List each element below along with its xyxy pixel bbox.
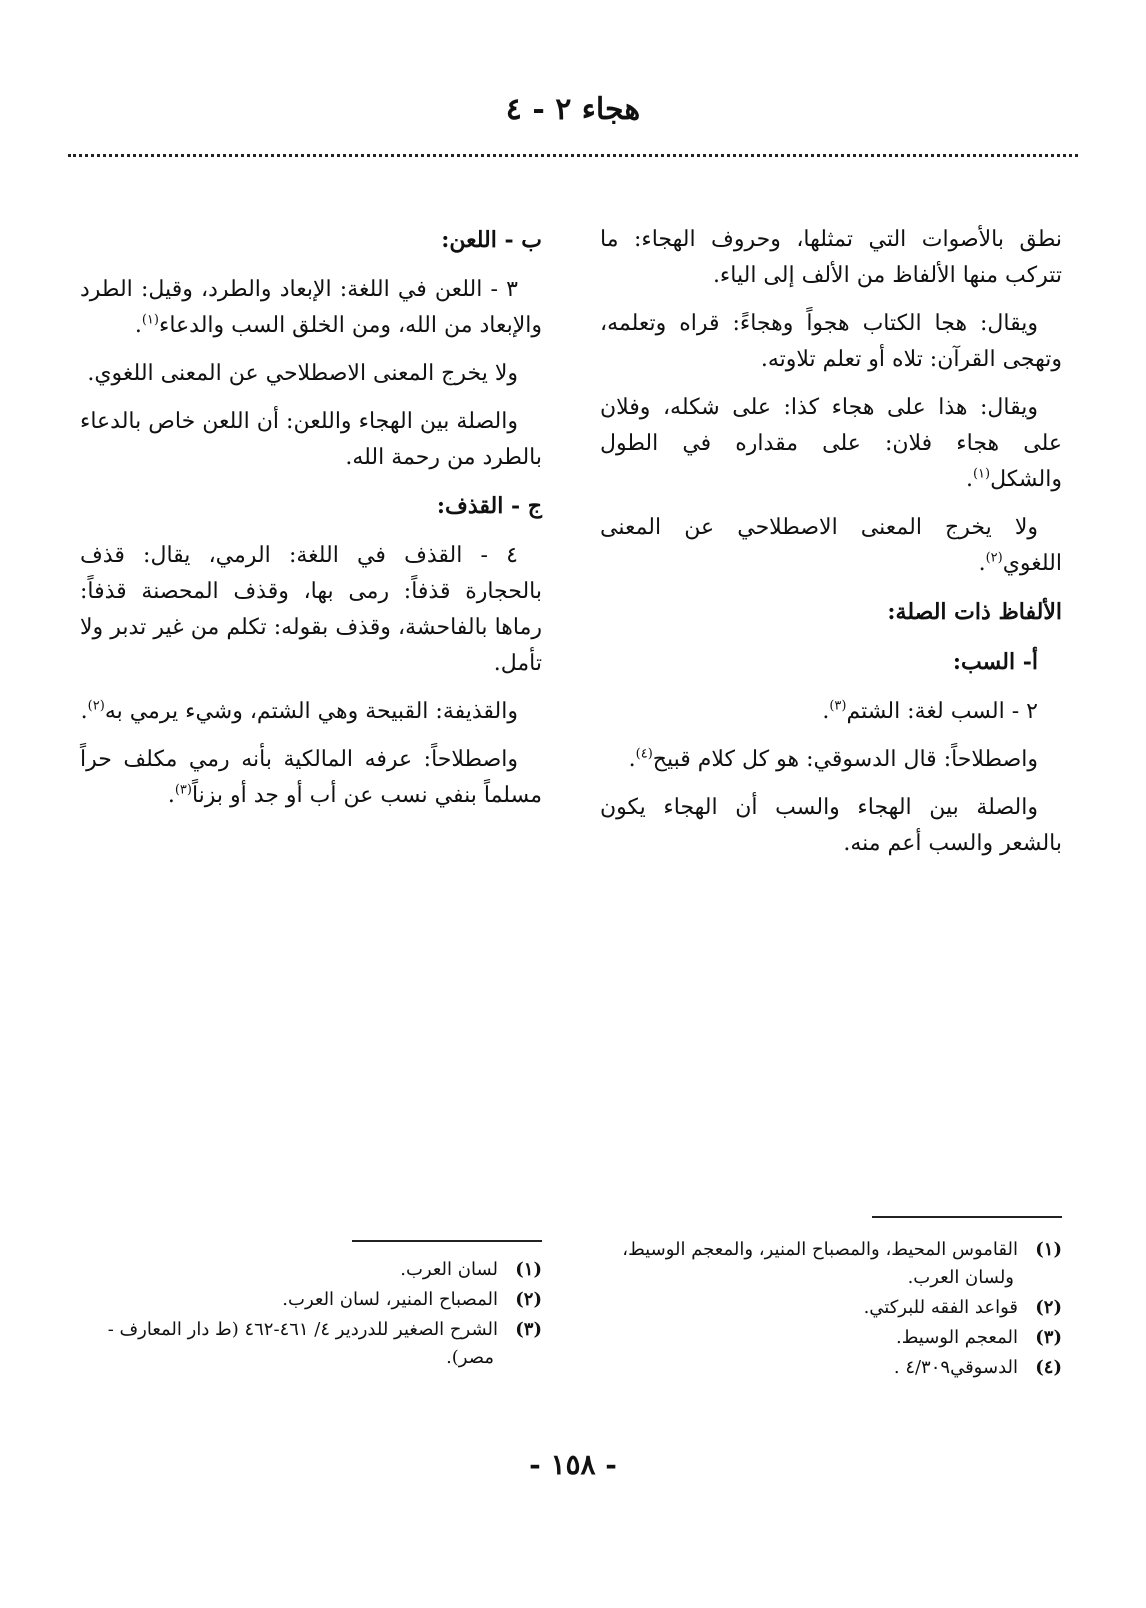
footnote-ref: (٢) — [985, 550, 1003, 566]
footnote-item — [592, 1294, 1062, 1322]
footnote-ref: (٣) — [174, 782, 192, 798]
footnote-text: المعجم الوسيط. — [895, 1327, 1018, 1348]
page-number: - ١٥٨ - — [529, 1448, 617, 1481]
footnote-text: القاموس المحيط، والمصباح المنير، والمعجم الوسيط، ولسان العرب. — [622, 1239, 1018, 1288]
footnote-item — [592, 1236, 1062, 1292]
footnote-number: (٢) — [515, 1289, 542, 1310]
right-column — [600, 222, 1062, 874]
footnote-item — [72, 1316, 542, 1372]
paragraph: والقذيفة: القبيحة وهي الشتم، وشيء يرمي به$^{(٢)}$. — [80, 698, 518, 724]
paragraph-text: ٣ - اللعن في اللغة: الإبعاد والطرد، وقيل: الطرد والإبعاد من الله، ومن الخلق السب والدعاء — [80, 277, 542, 338]
paragraph: ولا يخرج المعنى الاصطلاحي عن المعنى اللغوي. — [87, 361, 518, 386]
footnote-item — [592, 1354, 1062, 1382]
paragraph-text: ٢ - السب لغة: الشتم — [846, 699, 1038, 724]
footnote-number: (٣) — [515, 1319, 542, 1340]
footnote-number: (٢) — [1035, 1297, 1062, 1318]
header-dotted-rule — [68, 154, 1078, 157]
footnote-item — [592, 1324, 1062, 1352]
footnote-text: الشرح الصغير للدردير ٤/ ٤٦١-٤٦٢ (ط دار المعارف - مصر). — [107, 1319, 498, 1368]
footnote-number: (٤) — [1035, 1357, 1062, 1378]
footnote-ref: (٤) — [635, 746, 653, 762]
footnote-ref: (١) — [141, 312, 159, 328]
paragraph: والصلة بين الهجاء واللعن: أن اللعن خاص بالدعاء بالطرد من رحمة الله. — [80, 409, 542, 470]
footnotes-left — [72, 1256, 542, 1374]
footnote-text: قواعد الفقه للبركتي. — [863, 1297, 1018, 1318]
paragraph: ٣ - اللعن في اللغة: الإبعاد والطرد، وقيل: الطرد والإبعاد من الله، ومن الخلق السب والدعاء$^{(١)}$. — [80, 277, 542, 338]
footnote-number: (٣) — [1035, 1327, 1062, 1348]
footnote-ref: (٢) — [87, 698, 105, 714]
footnote-number: (١) — [1035, 1239, 1062, 1260]
footnote-separator — [872, 1216, 1062, 1218]
paragraph-text: واصطلاحاً: عرفه المالكية بأنه رمي مكلف حراً مسلماً بنفي نسب عن أب أو جد أو بزناً — [80, 747, 542, 808]
paragraph: ويقال: هجا الكتاب هجواً وهجاءً: قراه وتعلمه، وتهجى القرآن: تلاه أو تعلم تلاوته. — [600, 311, 1062, 372]
paragraph-text: واصطلاحاً: قال الدسوقي: هو كل كلام قبيح — [652, 747, 1038, 772]
footnote-item — [72, 1256, 542, 1284]
footnote-text: لسان العرب. — [400, 1259, 498, 1280]
footnote-text: الدسوقي٤/٣٠٩ . — [893, 1357, 1018, 1378]
footnote-number: (١) — [515, 1259, 542, 1280]
subsection-heading: أ- السب: — [952, 649, 1038, 675]
paragraph: واصطلاحاً: عرفه المالكية بأنه رمي مكلف حراً مسلماً بنفي نسب عن أب أو جد أو بزناً$^{(٣)}$. — [80, 747, 542, 808]
left-column — [80, 222, 542, 826]
paragraph: ويقال: هذا على هجاء كذا: على شكله، وفلان على هجاء فلان: على مقداره في الطول والشكل$^{(١)}$. — [600, 395, 1062, 492]
footnote-separator — [352, 1240, 542, 1242]
paragraph-text: ويقال: هذا على هجاء كذا: على شكله، وفلان على هجاء فلان: على مقداره في الطول والشكل — [600, 395, 1062, 492]
subsection-heading: ب - اللعن: — [441, 227, 542, 253]
section-heading: الألفاظ ذات الصلة: — [887, 599, 1062, 625]
paragraph: والصلة بين الهجاء والسب أن الهجاء يكون بالشعر والسب أعم منه. — [600, 795, 1062, 856]
footnote-item — [72, 1286, 542, 1314]
subsection-heading: ج - القذف: — [436, 493, 542, 519]
paragraph: ٢ - السب لغة: الشتم$^{(٣)}$. — [822, 698, 1038, 724]
paragraph: واصطلاحاً: قال الدسوقي: هو كل كلام قبيح$^{(٤)}$. — [628, 746, 1038, 772]
page-header-title: هجاء ٢ - ٤ — [505, 92, 641, 127]
paragraph: نطق بالأصوات التي تمثلها، وحروف الهجاء: ما تتركب منها الألفاظ من الألف إلى الياء. — [600, 227, 1062, 288]
paragraph: ولا يخرج المعنى الاصطلاحي عن المعنى اللغوي$^{(٢)}$. — [600, 515, 1062, 576]
footnote-ref: (١) — [972, 466, 991, 482]
paragraph: ٤ - القذف في اللغة: الرمي، يقال: قذف بالحجارة قذفاً: رمى بها، وقذف المحصنة قذفاً: رماها بالفاحشة، وقذف بقوله: تكلم من غير تدبر ولا تأمل. — [80, 543, 542, 676]
paragraph-text: والقذيفة: القبيحة وهي الشتم، وشيء يرمي به — [104, 699, 518, 724]
footnote-ref: (٣) — [829, 698, 847, 714]
footnote-text: المصباح المنير، لسان العرب. — [282, 1289, 498, 1310]
paragraph-text: ولا يخرج المعنى الاصطلاحي عن المعنى اللغوي — [600, 515, 1062, 576]
footnotes-right — [592, 1236, 1062, 1384]
